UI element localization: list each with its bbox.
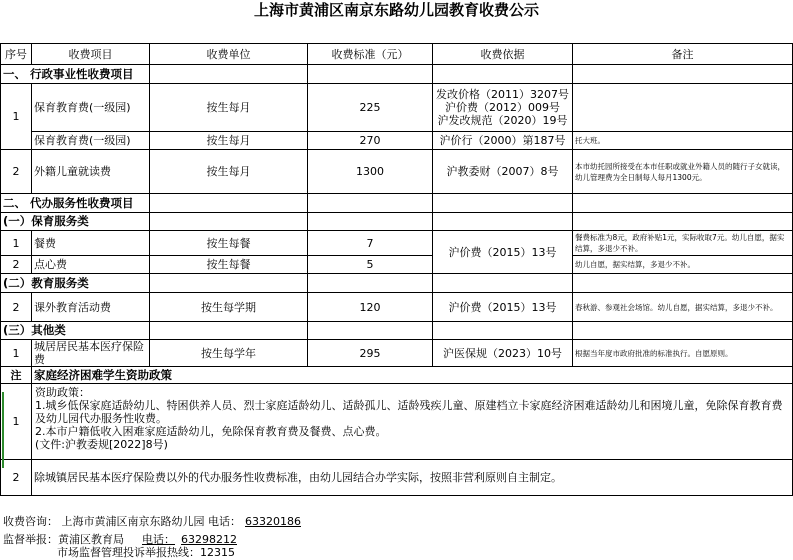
section-admin: 一、 行政事业性收费项目 — [1, 65, 150, 84]
row-item: 保育教育费(一级园) — [32, 84, 150, 132]
policy-line: 资助政策： — [35, 386, 90, 399]
row-item: 点心费 — [32, 256, 150, 274]
row-basis — [433, 84, 573, 132]
section-row — [1, 213, 793, 231]
row-standard: 120 — [308, 293, 433, 322]
policy-text: 除城镇居民基本医疗保险费以外的代办服务性收费标准，由幼儿园结合办学实际，按照非营利原则自主制定。 — [32, 460, 793, 496]
header-standard: 收费标准（元） — [308, 44, 433, 65]
consult-label: 收费咨询： 上海市黄浦区南京东路幼儿园 电话： — [3, 515, 241, 528]
row-remark: 根据当年度市政府批准的标准执行。自愿原则。 — [573, 340, 793, 367]
row-remark: 餐费标准为8元，政府补贴1元，实际收取7元。幼儿自愿，据实结算，多退少不补。 — [573, 231, 793, 256]
section-care: (一）保育服务类 — [1, 213, 150, 231]
row-standard: 7 — [308, 231, 433, 256]
row-unit: 按生每餐 — [150, 256, 308, 274]
row-no: 1 — [1, 384, 32, 460]
basis-line: 沪发改规范（2020）19号 — [437, 114, 568, 127]
row-item: 餐费 — [32, 231, 150, 256]
policy-line: (文件:沪教委规[2022]8号) — [35, 438, 168, 451]
basis-line: 沪价费（2012）009号 — [445, 101, 560, 114]
footer-consult — [3, 515, 301, 528]
policy-row — [1, 460, 793, 496]
report-label: 监督举报：黄浦区教育局 — [3, 533, 124, 546]
page-title: 上海市黄浦区南京东路幼儿园教育收费公示 — [253, 1, 539, 19]
header-remark: 备注 — [573, 44, 793, 65]
table-header — [1, 44, 793, 65]
table-row — [1, 256, 793, 274]
footer-report — [3, 533, 237, 546]
row-standard: 225 — [308, 84, 433, 132]
row-no: 2 — [1, 256, 32, 274]
row-basis: 沪价费（2015）13号 — [433, 293, 573, 322]
row-remark: 春秋游、参观社会场馆。幼儿自愿，据实结算，多退少不补。 — [573, 293, 793, 322]
row-item: 外籍儿童就读费 — [32, 150, 150, 194]
policy-text — [32, 384, 793, 460]
section-row — [1, 322, 793, 340]
row-item: 课外教育活动费 — [32, 293, 150, 322]
table-row — [1, 340, 793, 367]
policy-row — [1, 384, 793, 460]
footer-market: 市场监督管理投诉举报热线：12315 — [57, 546, 235, 559]
row-unit: 按生每学年 — [150, 340, 308, 367]
section-other: (三）其他类 — [1, 322, 150, 340]
section-service: 二、 代办服务性收费项目 — [1, 194, 150, 213]
row-no: 2 — [1, 293, 32, 322]
row-unit: 按生每月 — [150, 132, 308, 150]
row-basis: 沪价费（2015）13号 — [433, 231, 573, 274]
table-row — [1, 231, 793, 256]
row-unit: 按生每月 — [150, 84, 308, 132]
row-remark: 托大班。 — [573, 132, 793, 150]
consult-phone: 63320186 — [245, 515, 301, 528]
section-row — [1, 194, 793, 213]
row-standard: 1300 — [308, 150, 433, 194]
table-row — [1, 84, 793, 132]
row-no: 2 — [1, 460, 32, 496]
row-unit: 按生每学期 — [150, 293, 308, 322]
row-no: 1 — [1, 340, 32, 367]
cell-selection-marker — [2, 392, 4, 468]
header-no: 序号 — [1, 44, 32, 65]
table-row — [1, 293, 793, 322]
row-standard: 5 — [308, 256, 433, 274]
row-basis: 沪教委财（2007）8号 — [433, 150, 573, 194]
row-unit: 按生每月 — [150, 150, 308, 194]
header-unit: 收费单位 — [150, 44, 308, 65]
row-basis: 沪医保规（2023）10号 — [433, 340, 573, 367]
row-no: 1 — [1, 84, 32, 150]
row-unit: 按生每餐 — [150, 231, 308, 256]
table-row — [1, 150, 793, 194]
row-remark: 本市幼托园所接受在本市任职或就业外籍人员的随行子女就读，幼儿管理费为全日制每人每月1300元。 — [573, 150, 793, 194]
row-item: 城居居民基本医疗保险费 — [32, 340, 150, 367]
row-item: 保育教育费(一级园) — [32, 132, 150, 150]
table-row — [1, 132, 793, 150]
report-phone: 63298212 — [181, 533, 237, 546]
policy-line: 1.城乡低保家庭适龄幼儿、特困供养人员、烈士家庭适龄幼儿、适龄孤儿、适龄残疾儿童、原建档立卡家庭经济困难适龄幼儿和困境儿童，免除保育教育费及幼儿园代办服务性收费。 — [35, 399, 783, 425]
row-remark: 幼儿自愿，据实结算，多退少不补。 — [573, 256, 793, 274]
note-label: 注 — [1, 367, 32, 384]
report-phone-label: 电话： — [142, 533, 175, 546]
row-standard: 295 — [308, 340, 433, 367]
row-standard: 270 — [308, 132, 433, 150]
policy-line: 2.本市户籍低收入困难家庭适龄幼儿，免除保育教育费及餐费、点心费。 — [35, 425, 387, 438]
policy-header-row — [1, 367, 793, 384]
section-policy: 家庭经济困难学生资助政策 — [32, 367, 793, 384]
row-no: 1 — [1, 231, 32, 256]
header-basis: 收费依据 — [433, 44, 573, 65]
section-edu: (二）教育服务类 — [1, 274, 150, 293]
section-row — [1, 65, 793, 84]
section-row — [1, 274, 793, 293]
fee-table — [0, 43, 793, 496]
row-remark — [573, 84, 793, 132]
header-item: 收费项目 — [32, 44, 150, 65]
row-no: 2 — [1, 150, 32, 194]
basis-line: 发改价格（2011）3207号 — [436, 88, 569, 101]
row-basis: 沪价行（2000）第187号 — [433, 132, 573, 150]
